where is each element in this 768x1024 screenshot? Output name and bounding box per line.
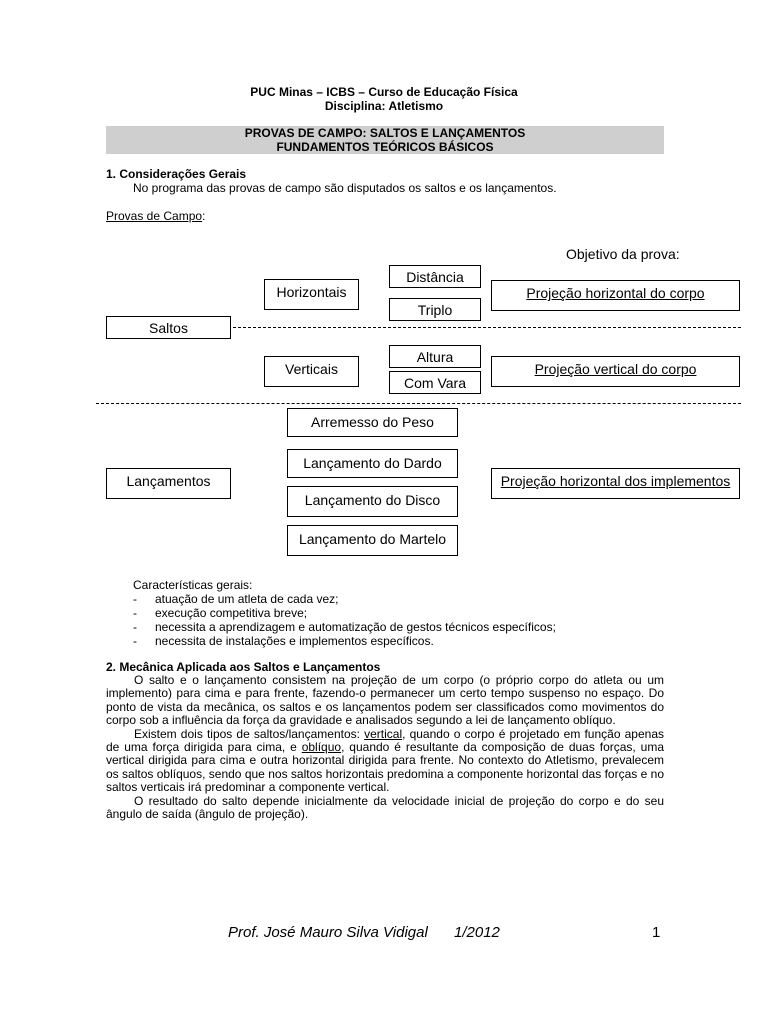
divider-section <box>96 403 741 404</box>
paragraph-2-part-b: , quando o corpo é projetado em função apenas de uma força dirigida para cima, e <box>106 726 664 755</box>
box-objective-vertical <box>491 356 740 387</box>
provas-de-campo-colon: : <box>202 209 206 223</box>
list-item: - necessita a aprendizagem e automatização de gestos técnicos específicos; <box>133 620 556 634</box>
box-peso: Arremesso do Peso <box>287 408 458 437</box>
list-item-text: necessita de instalações e implementos específicos. <box>155 634 434 648</box>
title-line-2: FUNDAMENTOS TEÓRICOS BÁSICOS <box>276 140 494 154</box>
paragraph-3: O resultado do salto depende inicialmente da velocidade inicial de projeção do corpo e do seu ângulo de saída (ângulo de projeção). <box>106 793 664 822</box>
section-2-title: 2. Mecânica Aplicada aos Saltos e Lançamentos <box>106 660 381 674</box>
list-item: - execução competitiva breve; <box>133 606 308 620</box>
box-objective-implementos <box>491 468 740 499</box>
divider-saltos <box>233 327 741 328</box>
discipline-header: Disciplina: Atletismo <box>324 99 444 113</box>
list-item-text: execução competitiva breve; <box>155 606 308 620</box>
institution-header: PUC Minas – ICBS – Curso de Educação Física <box>250 85 518 99</box>
box-altura: Altura <box>389 345 481 368</box>
objective-horizontal-text: Projeção horizontal do corpo <box>526 285 705 301</box>
provas-de-campo-link: Provas de Campo <box>106 209 203 223</box>
term-obliquo: oblíquo <box>301 740 342 755</box>
objective-implementos-text: Projeção horizontal dos implementos <box>500 473 731 489</box>
objective-label: Objetivo da prova: <box>566 246 680 262</box>
list-item: - necessita de instalações e implementos específicos. <box>133 634 434 648</box>
paragraph-1: O salto e o lançamento consistem na projeção de um corpo (o próprio corpo do atleta ou um implemento) para cima e para frente, fazendo-o permanecer um certo tempo suspenso no espaço. Do ponto de vista da mecânica, os saltos e os lançamentos podem ser classificados como movimentos do corpo sob a influência da força da gravidade e analisados segundo a lei de lançamento oblíquo. <box>106 673 664 728</box>
paragraph-2-part-a: Existem dois tipos de saltos/lançamentos: <box>134 726 365 741</box>
title-banner <box>106 126 664 154</box>
footer-date: 1/2012 <box>454 924 500 941</box>
box-saltos: Saltos <box>106 316 231 339</box>
section-1-title: 1. Considerações Gerais <box>106 167 247 181</box>
paragraph-2 <box>106 728 664 795</box>
page-number: 1 <box>652 924 661 941</box>
paragraph-2-part-c: , quando é resultante da composição de duas forças, uma vertical dirigida para cima e outra horizontal dirigida para frente. No contexto do Atletismo, prevalecem os saltos oblíquos, sendo que nos saltos horizontais predomina a componente horizontal das forças e no saltos verticais irá predominar a componente vertical. <box>106 740 664 795</box>
objective-vertical-text: Projeção vertical do corpo <box>534 361 697 377</box>
box-lancamentos: Lançamentos <box>106 468 231 499</box>
footer-author: Prof. José Mauro Silva Vidigal <box>228 924 428 941</box>
box-triplo: Triplo <box>389 298 481 321</box>
provas-de-campo-label <box>106 209 205 223</box>
characteristics-title: Características gerais: <box>133 578 253 592</box>
box-horizontais: Horizontais <box>264 279 359 310</box>
section-2-body <box>106 674 664 821</box>
list-item-text: atuação de um atleta de cada vez; <box>155 592 339 606</box>
title-line-1: PROVAS DE CAMPO: SALTOS E LANÇAMENTOS <box>244 126 526 140</box>
box-distancia: Distância <box>389 265 481 288</box>
characteristics-list <box>133 592 556 648</box>
box-verticais: Verticais <box>264 356 359 387</box>
box-martelo: Lançamento do Martelo <box>287 525 458 556</box>
list-item: - atuação de um atleta de cada vez; <box>133 592 339 606</box>
box-objective-horizontal <box>491 280 740 311</box>
box-dardo: Lançamento do Dardo <box>287 449 458 478</box>
box-disco: Lançamento do Disco <box>287 486 458 517</box>
box-com-vara: Com Vara <box>389 371 481 394</box>
term-vertical: vertical <box>364 726 403 741</box>
section-1-text: No programa das provas de campo são disputados os saltos e os lançamentos. <box>133 181 557 195</box>
list-item-text: necessita a aprendizagem e automatização de gestos técnicos específicos; <box>155 620 556 634</box>
